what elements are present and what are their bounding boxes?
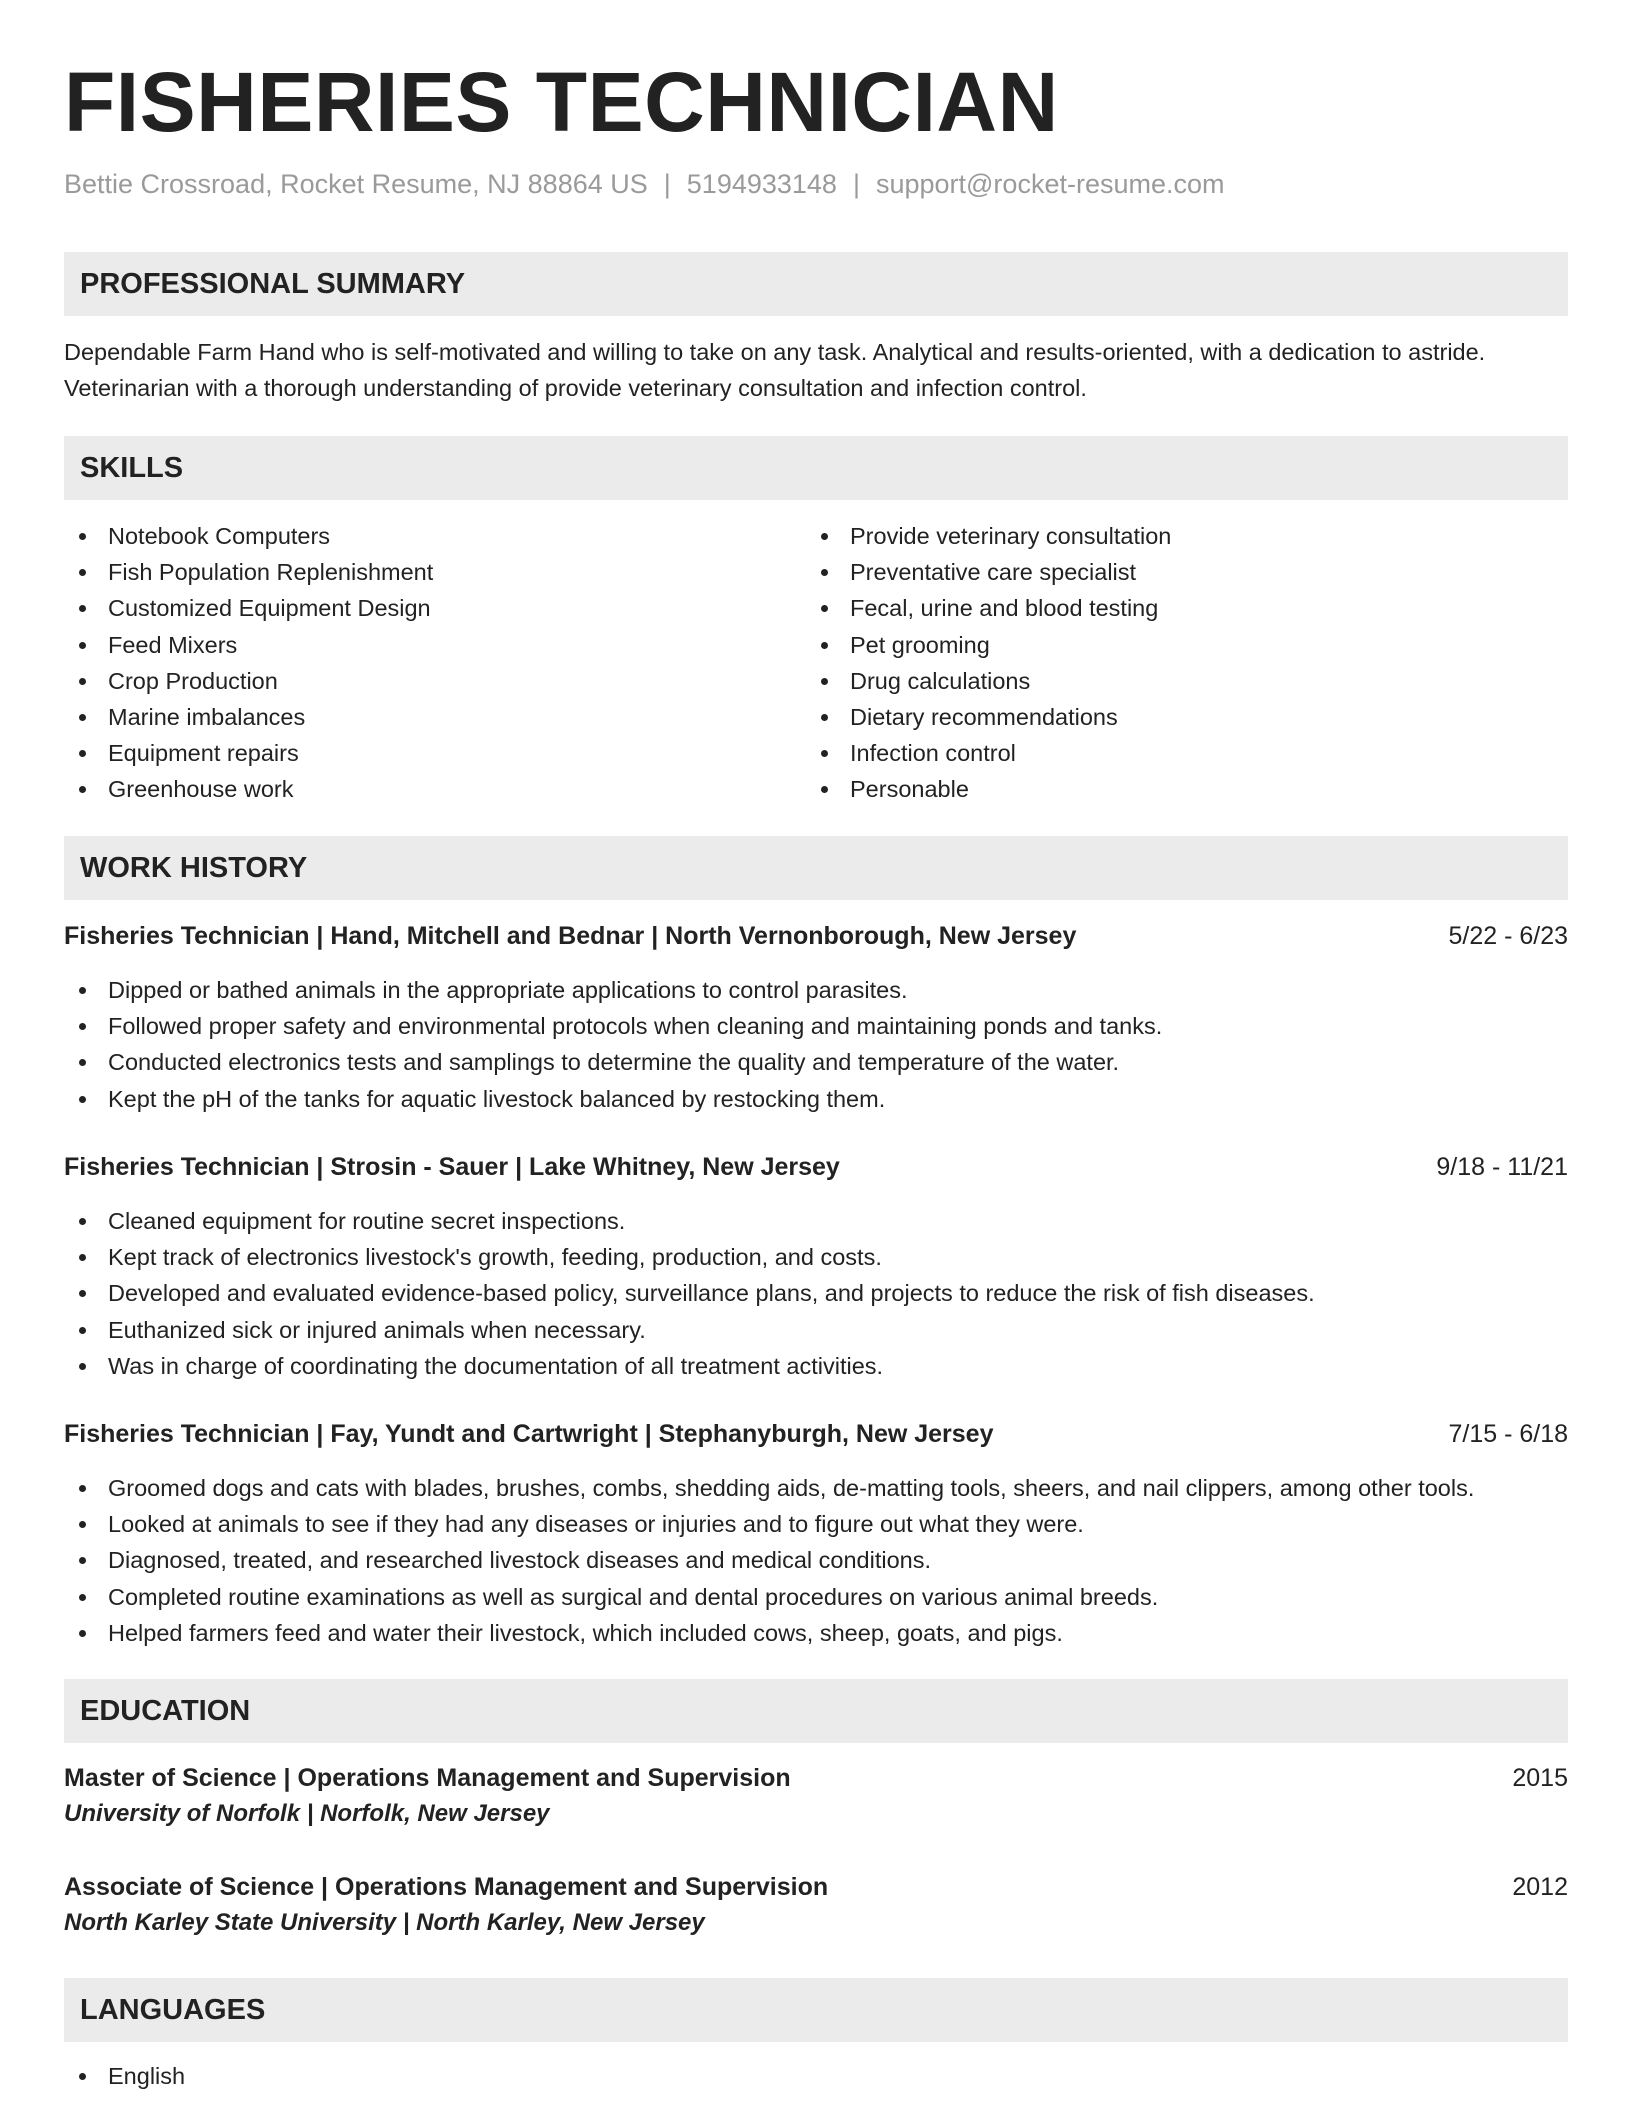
resume-title: FISHERIES TECHNICIAN: [64, 55, 1059, 149]
education-degree: Master of Science | Operations Management and Supervision: [64, 1764, 791, 1792]
job-title: Fisheries Technician | Fay, Yundt and Cartwright | Stephanyburgh, New Jersey: [64, 1420, 994, 1448]
job-duty: Completed routine examinations as well as surgical and dental procedures on various animal breeds.: [64, 1579, 1568, 1615]
job-duty: Followed proper safety and environmental protocols when cleaning and maintaining ponds and tanks.: [64, 1008, 1568, 1044]
contact-email: support@rocket-resume.com: [875, 169, 1225, 199]
education-school: North Karley State University | North Karley, New Jersey: [64, 1909, 705, 1936]
section-heading-languages: LANGUAGES: [64, 1978, 1568, 2042]
job-duty: Developed and evaluated evidence-based policy, surveillance plans, and projects to reduce the risk of fish diseases.: [64, 1275, 1568, 1311]
education-school: University of Norfolk | Norfolk, New Jersey: [64, 1800, 550, 1827]
contact-phone: 5194933148: [686, 169, 837, 199]
skills-column-right: [806, 518, 1506, 808]
job-duty: Was in charge of coordinating the documentation of all treatment activities.: [64, 1348, 1568, 1384]
job-duty: Cleaned equipment for routine secret inspections.: [64, 1203, 1568, 1239]
skill-item: Fecal, urine and blood testing: [806, 590, 1506, 626]
skill-item: Drug calculations: [806, 663, 1506, 699]
job-header: [64, 918, 1568, 954]
job-entry: [64, 1416, 1568, 1651]
skill-item: Equipment repairs: [64, 735, 764, 771]
section-heading-summary: PROFESSIONAL SUMMARY: [64, 252, 1568, 316]
job-duty: Dipped or bathed animals in the appropriate applications to control parasites.: [64, 972, 1568, 1008]
summary-text: Dependable Farm Hand who is self-motivated and willing to take on any task. Analytical and results-oriented, with a dedication to astride. Veterinarian with a thorough understanding of provide veterinary consultation and infection control.: [64, 339, 1486, 401]
education-year: 2012: [1512, 1873, 1568, 1901]
job-duties: [64, 1470, 1568, 1651]
education-entry: [64, 1760, 1568, 1832]
job-duty: Looked at animals to see if they had any diseases or injuries and to figure out what they were.: [64, 1506, 1568, 1542]
contact-line: [64, 166, 1225, 202]
education-year: 2015: [1512, 1764, 1568, 1792]
skill-item: Infection control: [806, 735, 1506, 771]
education-header: [64, 1760, 1568, 1796]
job-duty: Kept track of electronics livestock's growth, feeding, production, and costs.: [64, 1239, 1568, 1275]
education-entry: [64, 1869, 1568, 1941]
job-header: [64, 1416, 1568, 1452]
skill-item: Dietary recommendations: [806, 699, 1506, 735]
skill-item: Crop Production: [64, 663, 764, 699]
skill-item: Marine imbalances: [64, 699, 764, 735]
job-duties: [64, 972, 1568, 1117]
job-duty: Helped farmers feed and water their livestock, which included cows, sheep, goats, and pigs.: [64, 1615, 1568, 1651]
skill-item: Fish Population Replenishment: [64, 554, 764, 590]
section-heading-education: EDUCATION: [64, 1679, 1568, 1743]
job-dates: 9/18 - 11/21: [1436, 1153, 1568, 1181]
contact-address: Bettie Crossroad, Rocket Resume, NJ 88864 US: [64, 169, 648, 199]
job-title: Fisheries Technician | Strosin - Sauer | Lake Whitney, New Jersey: [64, 1153, 840, 1181]
job-duty: Kept the pH of the tanks for aquatic livestock balanced by restocking them.: [64, 1081, 1568, 1117]
section-heading-work-history: WORK HISTORY: [64, 836, 1568, 900]
skill-item: Notebook Computers: [64, 518, 764, 554]
job-entry: [64, 918, 1568, 1117]
job-entry: [64, 1149, 1568, 1384]
skill-item: Greenhouse work: [64, 771, 764, 807]
skill-item: Feed Mixers: [64, 627, 764, 663]
job-duties: [64, 1203, 1568, 1384]
contact-separator: |: [852, 169, 860, 199]
job-header: [64, 1149, 1568, 1185]
education-degree: Associate of Science | Operations Management and Supervision: [64, 1873, 829, 1901]
skill-item: Preventative care specialist: [806, 554, 1506, 590]
language-item: English: [64, 2058, 185, 2094]
languages-list: [64, 2058, 185, 2094]
skill-item: Personable: [806, 771, 1506, 807]
section-heading-skills: SKILLS: [64, 436, 1568, 500]
contact-separator: |: [663, 169, 671, 199]
skills-column-left: [64, 518, 764, 808]
job-duty: Conducted electronics tests and samplings to determine the quality and temperature of the water.: [64, 1044, 1568, 1080]
skill-item: Customized Equipment Design: [64, 590, 764, 626]
job-title: Fisheries Technician | Hand, Mitchell and Bednar | North Vernonborough, New Jersey: [64, 922, 1077, 950]
job-dates: 5/22 - 6/23: [1448, 922, 1568, 950]
job-duty: Diagnosed, treated, and researched livestock diseases and medical conditions.: [64, 1542, 1568, 1578]
job-dates: 7/15 - 6/18: [1448, 1420, 1568, 1448]
education-header: [64, 1869, 1568, 1905]
skill-item: Pet grooming: [806, 627, 1506, 663]
job-duty: Groomed dogs and cats with blades, brushes, combs, shedding aids, de-matting tools, sheers, and nail clippers, among other tools.: [64, 1470, 1568, 1506]
job-duty: Euthanized sick or injured animals when necessary.: [64, 1312, 1568, 1348]
skill-item: Provide veterinary consultation: [806, 518, 1506, 554]
